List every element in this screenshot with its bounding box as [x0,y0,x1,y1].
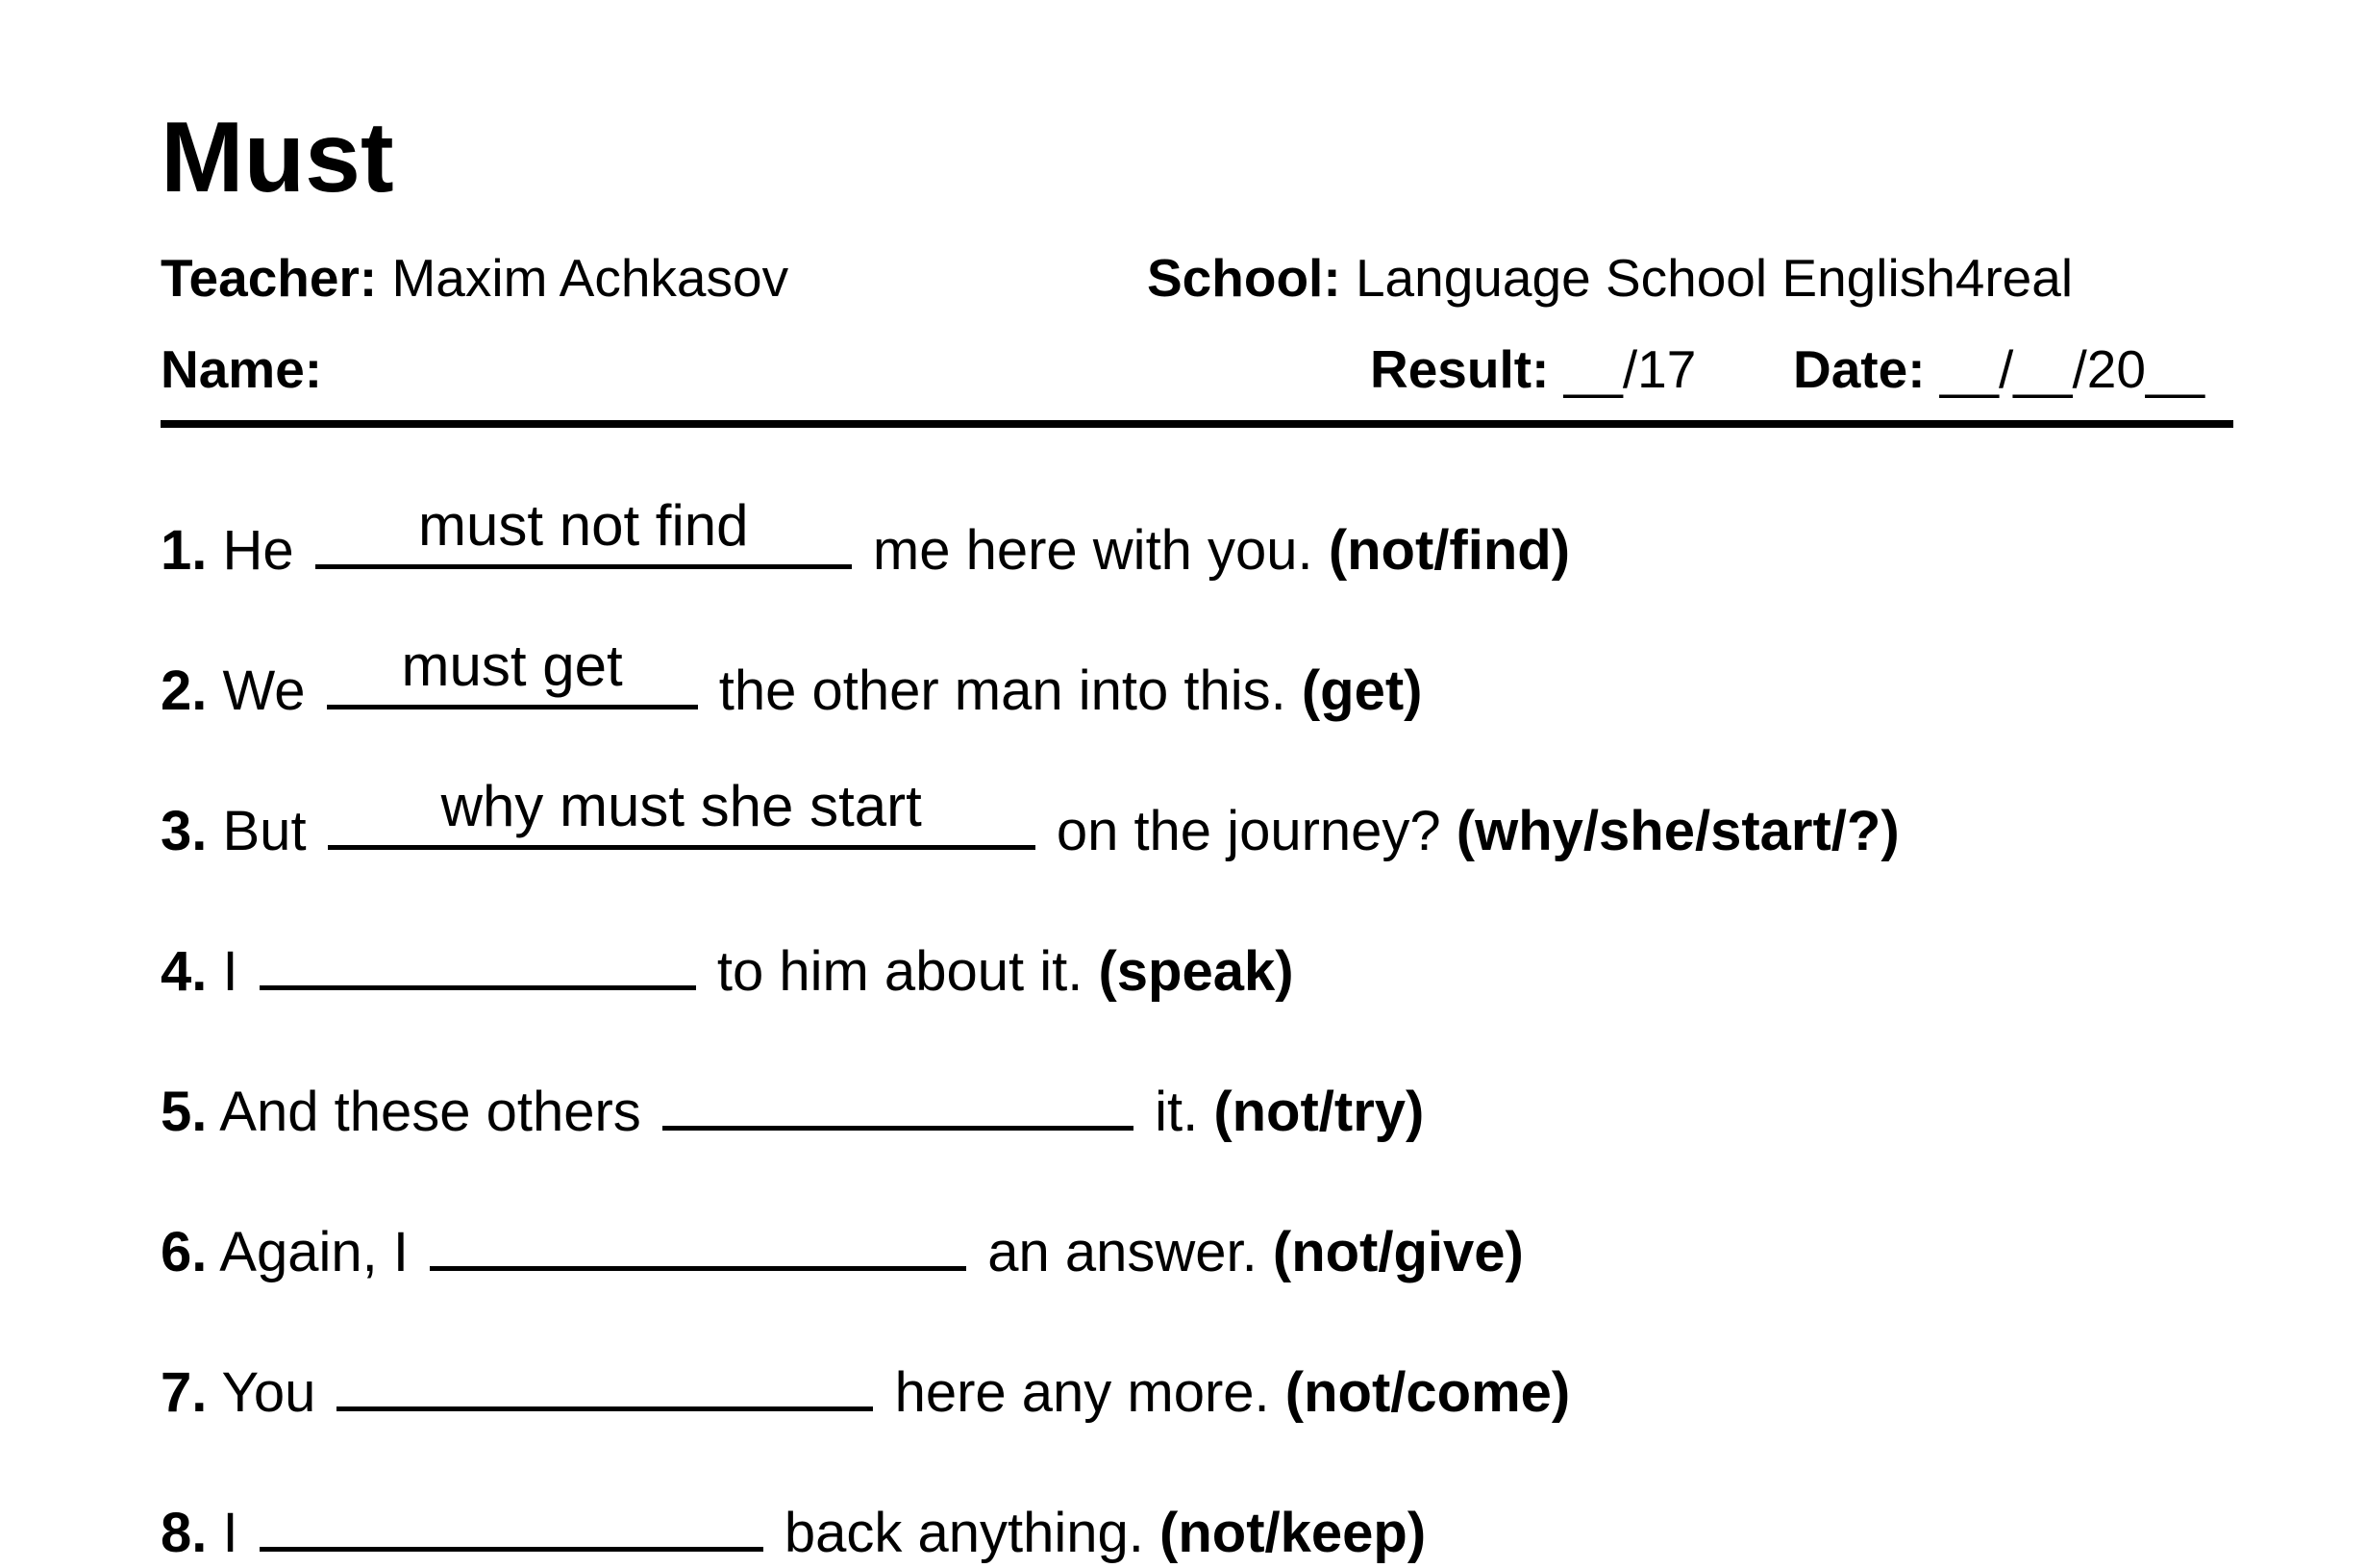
question-number: 8. [161,1502,208,1564]
school-line [1147,248,2074,308]
school-name: Language School English4real [1355,248,2074,308]
question-text-after: back anything. [784,1502,1144,1564]
question-hint: (not/find) [1328,519,1571,582]
date-value: __/__/20__ [1939,339,2205,399]
name-line [161,339,323,399]
teacher-label: Teacher: [161,248,378,308]
question-text-after: here any more. [894,1361,1270,1424]
question-text-before: But [222,800,307,862]
question-number: 2. [161,660,208,722]
answer-blank[interactable] [662,1070,1133,1131]
question-text-after: the other man into this. [718,660,1286,722]
question-text-after: an answer. [987,1221,1258,1283]
question-hint: (not/keep) [1159,1502,1427,1564]
header-divider [161,420,2233,428]
question-hint: (speak) [1098,940,1294,1003]
date-label: Date: [1793,339,1926,399]
teacher-name: Maxim Achkasov [391,248,789,308]
question-text-before: I [222,1502,238,1564]
question-hint: (get) [1301,660,1423,722]
answer-blank[interactable] [260,1491,763,1552]
question-hint: (why/she/start/?) [1456,800,1900,862]
question-5 [161,1070,1425,1143]
date-line [1793,339,2205,399]
question-text-before: He [222,519,294,582]
answer-blank[interactable] [315,493,852,569]
answer-text: must get [401,634,623,698]
question-text-before: We [222,660,306,722]
name-label: Name: [161,339,323,399]
question-1 [161,493,1571,582]
answer-blank[interactable] [327,634,698,709]
question-number: 4. [161,940,208,1003]
question-number: 5. [161,1081,208,1143]
worksheet-title: Must [161,102,394,213]
answer-blank[interactable] [328,774,1035,850]
question-hint: (not/come) [1284,1361,1571,1424]
result-label: Result: [1370,339,1550,399]
question-text-before: Again, I [219,1221,409,1283]
question-text-before: You [221,1361,316,1424]
question-text-after: it. [1155,1081,1199,1143]
question-text-before: I [222,940,238,1003]
question-2 [161,634,1423,722]
answer-blank[interactable] [430,1210,966,1271]
school-label: School: [1147,248,1341,308]
question-text-after: on the journey? [1056,800,1441,862]
question-hint: (not/give) [1272,1221,1524,1283]
answer-text: why must she start [440,774,922,838]
question-number: 7. [161,1361,208,1424]
question-4 [161,930,1294,1003]
question-text-before: And these others [219,1081,641,1143]
question-hint: (not/try) [1213,1081,1425,1143]
question-8 [161,1491,1427,1564]
question-number: 6. [161,1221,208,1283]
question-6 [161,1210,1524,1281]
answer-blank[interactable] [260,930,696,990]
question-number: 1. [161,519,208,582]
question-7 [161,1351,1571,1424]
teacher-line [161,248,789,308]
result-value: __/17 [1563,339,1697,399]
question-3 [161,774,1900,862]
question-number: 3. [161,800,208,862]
answer-blank[interactable] [336,1351,873,1411]
question-text-after: me here with you. [872,519,1313,582]
result-line [1370,339,1697,399]
answer-text: must not find [418,493,749,558]
question-text-after: to him about it. [716,940,1083,1003]
